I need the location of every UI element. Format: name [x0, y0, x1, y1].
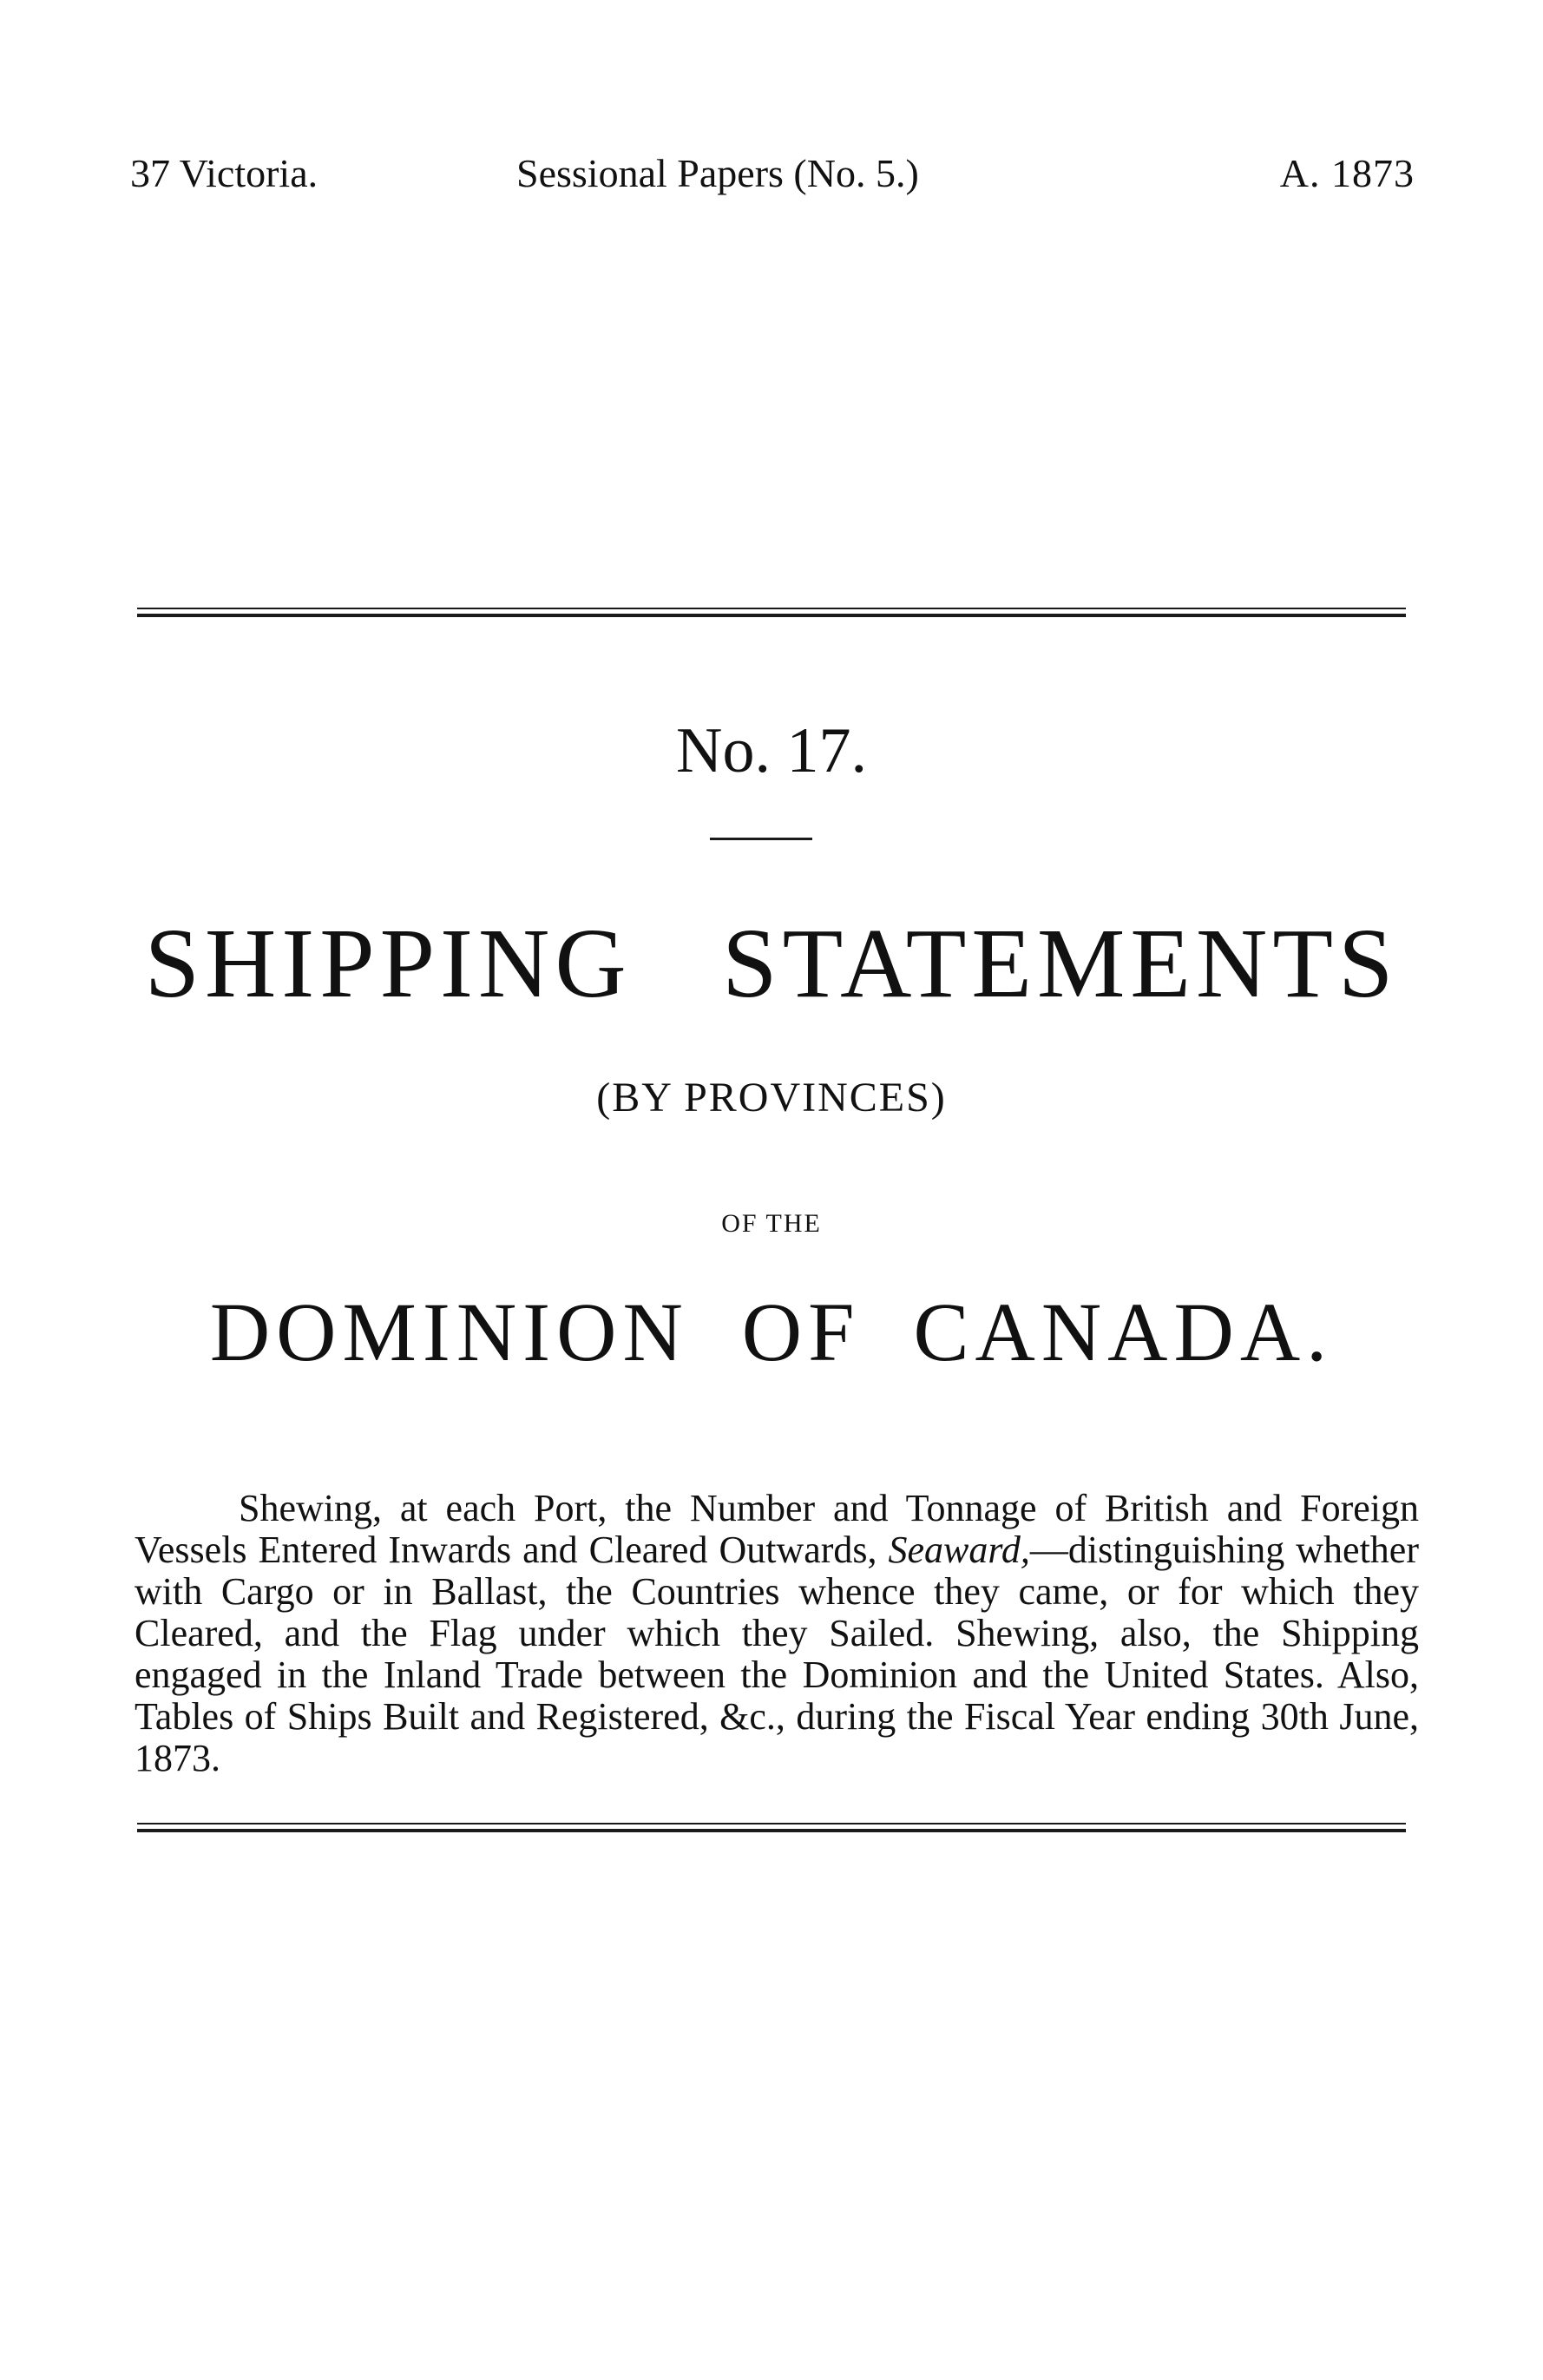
short-divider — [710, 838, 812, 840]
header-year: A. 1873 — [1279, 151, 1415, 195]
of-the-line: OF THE — [721, 1209, 822, 1238]
document-number: No. 17. — [676, 715, 867, 786]
description-end: —distinguishing whether with Cargo or in Ballast, the Countries whence they came, or for which they Cleared, and the Flag under which they Sailed. Shewing, also, the Shipping engaged in the Inland Trade between the Dominion and the United States. Also, Tables of Ships Built and Registered, &c., during the Fiscal Year ending 30th June, 1873. — [135, 1529, 1419, 1779]
page-subtitle: (BY PROVINCES) — [596, 1075, 947, 1121]
page-title: SHIPPING STATEMENTS — [144, 908, 1399, 1018]
running-header — [130, 148, 1415, 200]
header-session: 37 Victoria. — [130, 151, 318, 195]
description-paragraph — [135, 1488, 1419, 1779]
dominion-title: DOMINION OF CANADA. — [209, 1285, 1334, 1378]
description-italic: Seaward, — [888, 1529, 1030, 1571]
top-double-rule — [137, 608, 1406, 618]
header-sessional-papers: Sessional Papers (No. 5.) — [516, 151, 919, 195]
description-start: Shewing, at each Port, the Number and Tonnage of British and Foreign Vessels Entered Inwards and Cleared Outwards, — [135, 1487, 1419, 1571]
bottom-double-rule — [137, 1823, 1406, 1833]
